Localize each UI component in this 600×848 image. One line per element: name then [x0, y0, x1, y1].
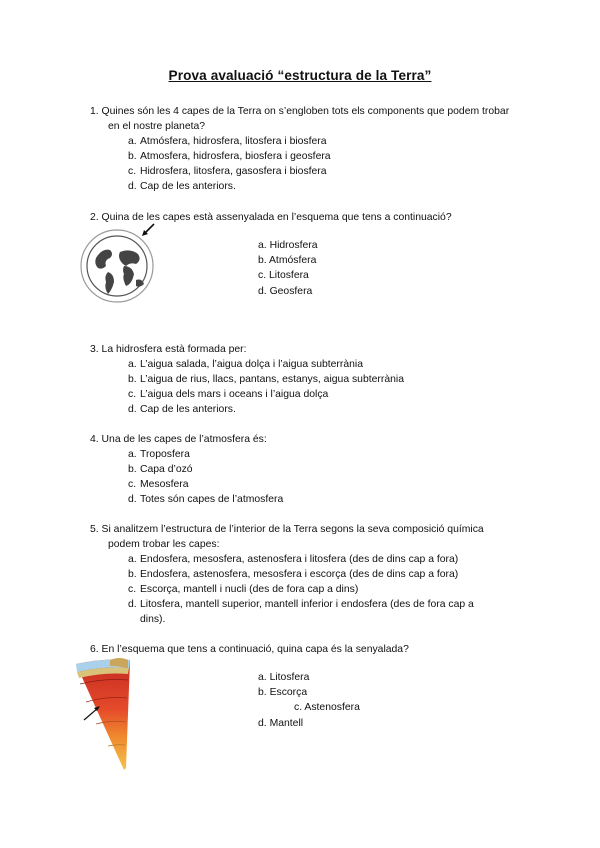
question-4 [90, 432, 510, 507]
question-stem: 5. Si analitzem l’estructura de l’interior de la Terra segons la seva composició química podem trobar les capes: [90, 524, 484, 550]
option-b[interactable]: b. Escorça [258, 687, 308, 699]
option-a[interactable]: a. L’aigua salada, l’aigua dolça i l’aigua subterrània [128, 359, 363, 370]
option-b[interactable]: b. L’aigua de rius, llacs, pantans, estanys, aigua subterrània [128, 374, 404, 385]
option-c[interactable]: c. Mesosfera [128, 479, 189, 490]
option-a[interactable]: a. Hidrosfera [258, 240, 318, 251]
question-2-options [258, 238, 318, 299]
option-b[interactable]: b. Atmósfera [258, 255, 317, 267]
option-c[interactable]: c. L’aigua dels mars i oceans i l’aigua dolça [128, 389, 329, 400]
option-b[interactable]: b. Atmosfera, hidrosfera, biosfera i geosfera [128, 151, 331, 162]
question-stem: 4. Una de les capes de l’atmosfera és: [90, 434, 267, 445]
option-a[interactable]: a. Atmósfera, hidrosfera, litosfera i biosfera [128, 136, 327, 147]
option-b[interactable]: b. Endosfera, astenosfera, mesosfera i escorça (des de dins cap a fora) [128, 569, 459, 580]
question-stem: 2. Quina de les capes està assenyalada en l’esquema que tens a continuació? [90, 212, 452, 223]
globe-diagram-icon [72, 222, 162, 304]
question-stem: 3. La hidrosfera està formada per: [90, 344, 247, 355]
option-c[interactable]: c. Escorça, mantell i nucli (des de fora cap a dins) [128, 584, 359, 595]
option-c[interactable]: c. Hidrosfera, litosfera, gasosfera i biosfera [128, 166, 327, 177]
option-d[interactable]: d. Totes són capes de l’atmosfera [128, 494, 284, 505]
question-stem: 6. En l’esquema que tens a continuació, quina capa és la senyalada? [90, 644, 409, 655]
question-6-options [258, 670, 360, 731]
option-d[interactable]: d. Mantell [258, 717, 304, 729]
option-c[interactable]: c. Astenosfera [294, 702, 360, 714]
question-1 [90, 104, 510, 194]
question-6 [90, 642, 510, 657]
options-list [90, 552, 510, 627]
options-list [90, 447, 510, 507]
question-5 [90, 522, 510, 627]
pointer-arrow-icon [142, 224, 154, 236]
question-3 [90, 342, 510, 417]
option-c[interactable]: c. Litosfera [258, 270, 309, 282]
option-d[interactable]: d. Litosfera, mantell superior, mantell inferior i endosfera (des de fora cap a dins). [128, 599, 474, 625]
options-list [90, 357, 510, 417]
option-a[interactable]: a. Endosfera, mesosfera, astenosfera i litosfera (des de dins cap a fora) [128, 554, 459, 565]
option-d[interactable]: d. Cap de les anteriors. [128, 404, 236, 415]
earth-layers-wedge-icon [74, 654, 136, 772]
page-title: Prova avaluació “estructura de la Terra” [168, 68, 432, 83]
option-a[interactable]: a. Litosfera [258, 672, 310, 683]
pointer-arrow-icon [84, 706, 100, 720]
option-b[interactable]: b. Capa d’ozó [128, 464, 193, 475]
option-d[interactable]: d. Geosfera [258, 285, 313, 297]
option-a[interactable]: a. Troposfera [128, 449, 190, 460]
option-d[interactable]: d. Cap de les anteriors. [128, 181, 236, 192]
options-list [90, 134, 510, 194]
question-stem: 1. Quines són les 4 capes de la Terra on s’engloben tots els components que podem trobar en el nostre planeta? [90, 106, 510, 132]
